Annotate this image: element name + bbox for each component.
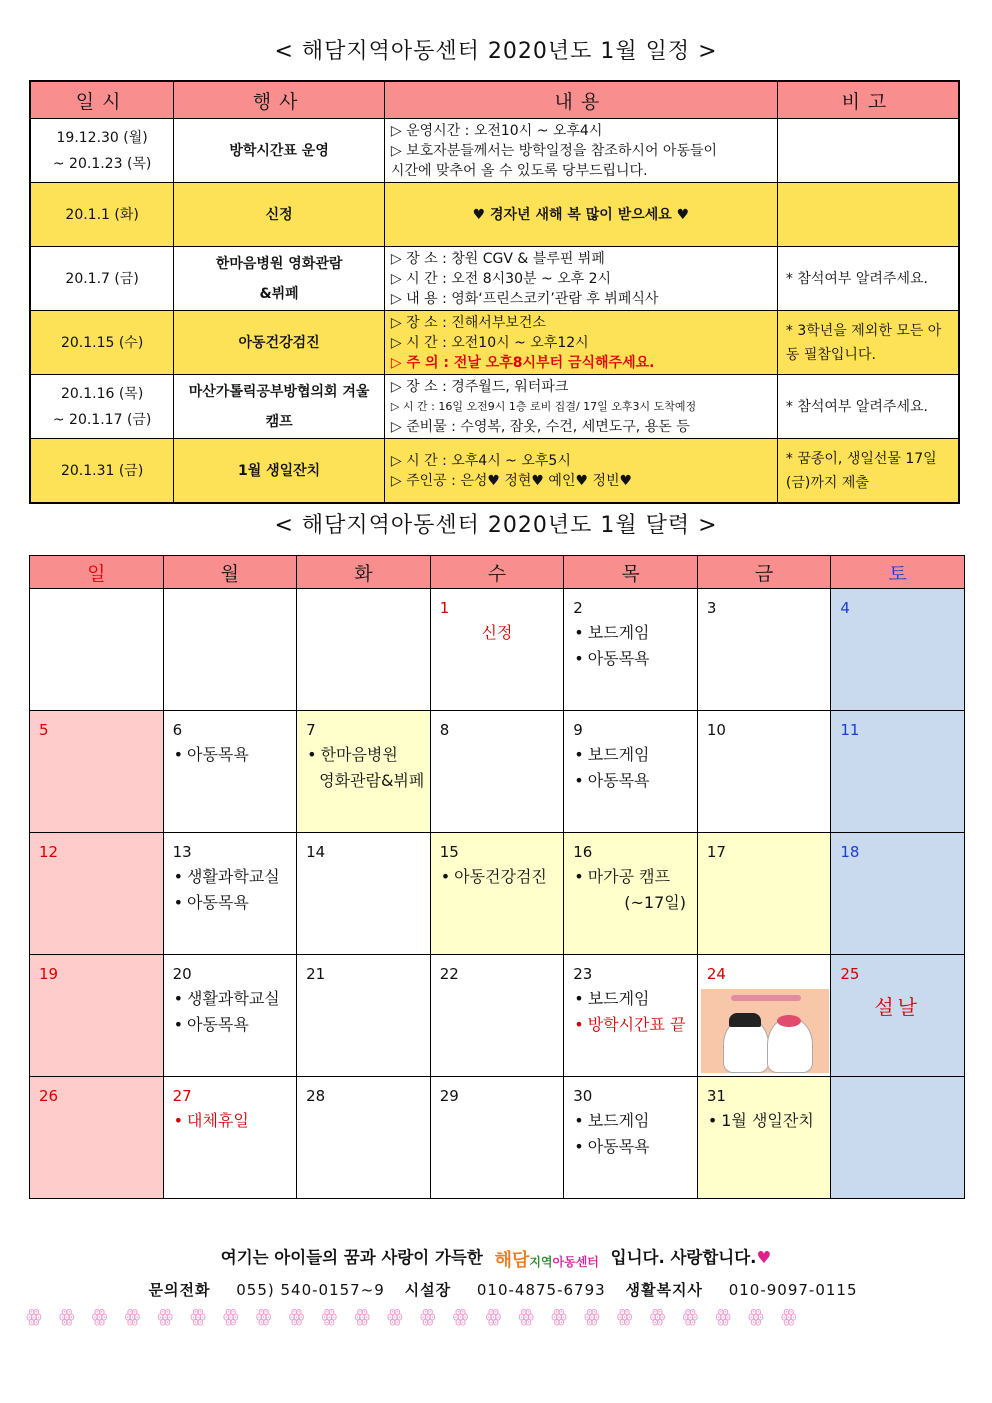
calendar-day <box>30 833 164 955</box>
day-number: 24 <box>706 965 726 983</box>
schedule-event: 마산가톨릭공부방협의회 겨울캠프 <box>174 375 385 439</box>
day-event: • 한마음병원 <box>297 739 430 765</box>
day-number: 30 <box>573 1087 593 1105</box>
schedule-row <box>30 439 959 504</box>
schedule-event: 방학시간표 운영 <box>174 119 385 183</box>
weekday-mon: 월 <box>163 556 297 589</box>
day-event: • 아동목욕 <box>564 1131 697 1157</box>
schedule-content: ▷ 장 소 : 경주월드, 워터파크 ▷ 시 간 : 16일 오전9시 1층 로비 집결/ 17일 오후3시 도착예정 ▷ 준비물 : 수영복, 잠옷, 수건, 세면도구, 용돈 등 <box>384 375 777 439</box>
schedule-content: ▷ 시 간 : 오후4시 ~ 오후5시 ▷ 주인공 : 은성♥ 정현♥ 예인♥ 정빈♥ <box>384 439 777 504</box>
day-event: • 1월 생일잔치 <box>698 1105 831 1131</box>
schedule-date: 19.12.30 (월) ~ 20.1.23 (목) <box>30 119 174 183</box>
day-event: • 방학시간표 끝 <box>564 1009 697 1035</box>
day-event: • 아동목욕 <box>564 765 697 791</box>
calendar-day <box>564 955 698 1077</box>
day-number: 13 <box>172 843 192 861</box>
day-number: 26 <box>39 1087 59 1105</box>
weekday-fri: 금 <box>697 556 831 589</box>
day-number: 10 <box>706 721 726 739</box>
footer-contacts <box>0 1279 992 1300</box>
calendar-day <box>430 1077 564 1199</box>
day-number: 12 <box>39 843 59 861</box>
calendar-day <box>697 1077 831 1199</box>
schedule-content: ♥ 경자년 새해 복 많이 받으세요 ♥ <box>384 183 777 247</box>
schedule-note <box>777 183 959 247</box>
schedule-note <box>777 119 959 183</box>
calendar-day <box>564 589 698 711</box>
calendar-week <box>30 833 965 955</box>
day-event: • 마가공 캠프 <box>564 861 697 887</box>
center-logo: 해담지역아동센터 <box>494 1249 599 1271</box>
day-number: 15 <box>439 843 459 861</box>
weekday-header-row <box>30 556 965 589</box>
calendar-week <box>30 589 965 711</box>
calendar-day <box>297 1077 431 1199</box>
weekday-sat: 토 <box>831 556 965 589</box>
schedule-row <box>30 119 959 183</box>
day-number: 29 <box>439 1087 459 1105</box>
schedule-content: ▷ 장 소 : 창원 CGV & 블루핀 뷔페 ▷ 시 간 : 오전 8시30분 ~ 오후 2시 ▷ 내 용 : 영화‘프린스코키’관람 후 뷔페식사 <box>384 247 777 311</box>
schedule-note: * 참석여부 알려주세요. <box>777 375 959 439</box>
day-event: • 아동목욕 <box>164 1009 297 1035</box>
day-event: 영화관람&뷔페 <box>319 771 425 790</box>
schedule-note: * 꿈종이, 생일선물 17일(금)까지 제출 <box>777 439 959 504</box>
calendar-day <box>831 589 965 711</box>
calendar-day <box>697 955 831 1077</box>
calendar-day <box>564 1077 698 1199</box>
calendar-day <box>30 955 164 1077</box>
schedule-date: 20.1.1 (화) <box>30 183 174 247</box>
director-label: 시설장 <box>404 1281 452 1299</box>
header-event: 행사 <box>174 81 385 119</box>
schedule-content: ▷ 장 소 : 진해서부보건소 ▷ 시 간 : 오전10시 ~ 오후12시 ▷ 주 의 : 전날 오후8시부터 금식해주세요. <box>384 311 777 375</box>
calendar-day <box>430 589 564 711</box>
day-number: 22 <box>439 965 459 983</box>
day-number: 17 <box>706 843 726 861</box>
calendar-day <box>163 955 297 1077</box>
schedule-title: < 해담지역아동센터 2020년도 1월 일정 > <box>274 39 718 64</box>
director-phone: 010-4875-6793 <box>476 1281 606 1299</box>
weekday-tue: 화 <box>297 556 431 589</box>
calendar-day <box>297 711 431 833</box>
calendar-day <box>163 1077 297 1199</box>
day-number: 1 <box>439 599 450 617</box>
calendar-week <box>30 955 965 1077</box>
calendar-day <box>831 955 965 1077</box>
day-event: • 생활과학교실 <box>164 983 297 1009</box>
day-number: 28 <box>306 1087 326 1105</box>
calendar-day <box>163 711 297 833</box>
day-number: 31 <box>706 1087 726 1105</box>
calendar-day <box>831 711 965 833</box>
schedule-event: 신정 <box>174 183 385 247</box>
day-event: • 생활과학교실 <box>164 861 297 887</box>
schedule-event: 1월 생일잔치 <box>174 439 385 504</box>
day-event: • 보드게임 <box>564 739 697 765</box>
day-event: • 보드게임 <box>564 1105 697 1131</box>
day-event: • 아동목욕 <box>164 887 297 913</box>
schedule-row <box>30 311 959 375</box>
calendar-day <box>430 833 564 955</box>
calendar-day <box>30 1077 164 1199</box>
day-number: 3 <box>706 599 717 617</box>
day-event: • 아동건강검진 <box>431 861 564 887</box>
day-number: 11 <box>840 721 860 739</box>
heart-icon: ♥ <box>756 1248 772 1267</box>
calendar-day <box>697 589 831 711</box>
worker-label: 생활복지사 <box>625 1281 703 1299</box>
contact-phone: 055) 540-0157~9 <box>236 1281 385 1299</box>
day-event: • 대체휴일 <box>164 1105 297 1131</box>
day-number: 23 <box>573 965 593 983</box>
contact-label: 문의전화 <box>148 1281 211 1299</box>
schedule-row <box>30 183 959 247</box>
calendar-day <box>831 833 965 955</box>
schedule-event: 아동건강검진 <box>174 311 385 375</box>
day-event: • 아동목욕 <box>164 739 297 765</box>
day-number: 27 <box>172 1087 192 1105</box>
calendar-day <box>831 1077 965 1199</box>
day-event: • 보드게임 <box>564 983 697 1009</box>
schedule-row <box>30 247 959 311</box>
day-number: 21 <box>306 965 326 983</box>
schedule-table <box>29 80 960 504</box>
footer-message: 여기는 아이들의 꿈과 사랑이 가득한 해담지역아동센터 입니다. 사랑합니다.♥ <box>0 1244 992 1272</box>
schedule-header-row <box>30 81 959 119</box>
calendar-day <box>564 711 698 833</box>
weekday-thu: 목 <box>564 556 698 589</box>
schedule-row <box>30 375 959 439</box>
calendar-day <box>697 833 831 955</box>
day-number: 7 <box>306 721 316 739</box>
day-number: 4 <box>840 599 850 617</box>
new-year-mice-image <box>701 989 829 1073</box>
worker-phone: 010-9097-0115 <box>728 1281 858 1299</box>
calendar-day <box>564 833 698 955</box>
calendar-week <box>30 1077 965 1199</box>
day-number: 20 <box>172 965 192 983</box>
day-number: 5 <box>39 721 49 739</box>
day-number: 16 <box>573 843 593 861</box>
schedule-date: 20.1.15 (수) <box>30 311 174 375</box>
day-event: • 보드게임 <box>564 617 697 643</box>
schedule-date: 20.1.16 (목) ~ 20.1.17 (금) <box>30 375 174 439</box>
day-event: 신정 <box>481 623 513 642</box>
schedule-date: 20.1.31 (금) <box>30 439 174 504</box>
calendar-day <box>297 589 431 711</box>
header-note: 비고 <box>777 81 959 119</box>
header-content: 내용 <box>384 81 777 119</box>
calendar-day <box>163 833 297 955</box>
weekday-wed: 수 <box>430 556 564 589</box>
day-number: 19 <box>39 965 59 983</box>
weekday-sun: 일 <box>30 556 164 589</box>
day-event: 설날 <box>874 995 921 1019</box>
calendar-day <box>297 955 431 1077</box>
day-number: 6 <box>172 721 183 739</box>
day-number: 2 <box>573 599 583 617</box>
schedule-note: * 3학년을 제외한 모든 아동 필참입니다. <box>777 311 959 375</box>
day-number: 9 <box>573 721 583 739</box>
calendar-table <box>29 555 965 1199</box>
day-number: 14 <box>306 843 326 861</box>
day-event: (~17일) <box>624 893 686 912</box>
calendar-day <box>163 589 297 711</box>
calendar-day <box>697 711 831 833</box>
calendar-day <box>430 711 564 833</box>
calendar-title: < 해담지역아동센터 2020년도 1월 달력 > <box>274 513 718 538</box>
schedule-content: ▷ 운영시간 : 오전10시 ~ 오후4시 ▷ 보호자분들께서는 방학일정을 참조하시어 아동들이 시간에 맞추어 올 수 있도록 당부드립니다. <box>384 119 777 183</box>
day-number: 8 <box>439 721 450 739</box>
ribbon-border-decoration: ꙮꙮꙮꙮꙮꙮꙮꙮꙮꙮꙮꙮꙮꙮꙮꙮꙮꙮꙮꙮꙮꙮꙮꙮ <box>26 1306 814 1327</box>
header-date: 일시 <box>30 81 174 119</box>
day-number: 18 <box>840 843 860 861</box>
calendar-day <box>30 589 164 711</box>
calendar-day <box>430 955 564 1077</box>
schedule-date: 20.1.7 (금) <box>30 247 174 311</box>
day-event: • 아동목욕 <box>564 643 697 669</box>
calendar-day <box>30 711 164 833</box>
calendar-day <box>297 833 431 955</box>
schedule-event: 한마음병원 영화관람&뷔페 <box>174 247 385 311</box>
schedule-note: * 참석여부 알려주세요. <box>777 247 959 311</box>
day-number: 25 <box>840 965 860 983</box>
calendar-week <box>30 711 965 833</box>
